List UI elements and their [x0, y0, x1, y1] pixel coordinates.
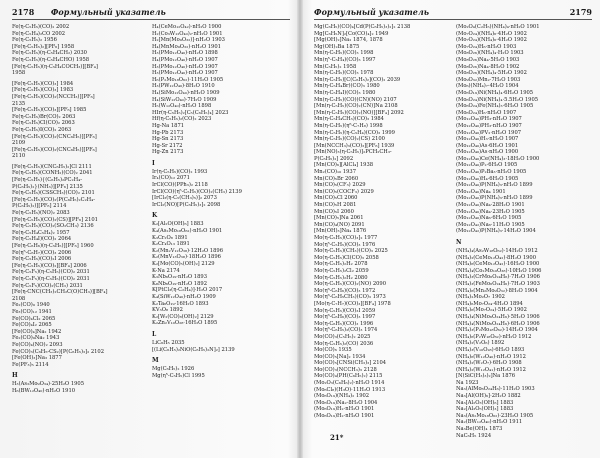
index-entry: Mg(C₆H₅)(CO)₄[Cd(P(C₆H₅)₃)₂]₂ 2138 — [314, 24, 411, 30]
index-entry: Mn(η-C₅H₅)(CO)₃ 1978 — [314, 70, 374, 77]
index-entry: [Fe(η-C₅H₅)(η-C₅H₄COCH₃)][BF₄] — [12, 63, 98, 70]
right-header-rule — [314, 19, 592, 20]
index-entry: (Mo₈O₂₆)(NH₄)₄·H₂O 1903 — [456, 50, 524, 57]
index-entry: Mn(CO)₄(NO) 2091 — [314, 221, 365, 228]
index-entry: Fe(η-C₅H₄C₅H₄)₂ 1957 — [12, 229, 70, 236]
index-entry: [Mn(NO)₃(η-C₅H₅)]₂PCH₂CH₃- — [314, 149, 392, 156]
index-entry: Hf(η-C₅H₅)₂(CO)₂ 2023 — [152, 116, 212, 123]
index-entry: (Mo₁₂O₄₂)P(NH₄)₃·14H₂O 1904 — [456, 228, 536, 235]
index-entry: Mn(CO)₅Br 2060 — [314, 175, 359, 182]
index-entry: IrCl(CO)(PPh₃)₂ 2118 — [152, 182, 208, 189]
index-entry: Mo(η-C₅H₅)₂Cl₂ 2059 — [314, 267, 369, 274]
index-entry: (NH₄)₂(V₂O₆) 1892 — [456, 340, 505, 347]
index-entry: Fe(η-C₅H₄)₂CO 2002 — [12, 30, 66, 37]
index-entry: Na₂(BW₁₂O₄₀)·nH₂O 1911 — [456, 419, 523, 426]
index-entry: 2135 — [12, 100, 26, 107]
index-entry: Fe(CO)₃(C₆H₅-CS₂)[P(C₆H₅)₃]₂ 2102 — [12, 348, 105, 355]
index-entry: Mn(CO)₅H 2081 — [314, 202, 357, 209]
index-entry: Fe(η-C₅F₅)(η-C₅H₅)(CO)₂ 2031 — [12, 269, 90, 276]
section-letter: K — [152, 212, 158, 220]
index-entry: Mo(η-C₅H₅)₂H₂ 2078 — [314, 261, 368, 268]
index-entry: Mo(η⁵-C₅H₅)(CO)₃ 1976 — [314, 241, 376, 248]
index-entry: (Mo₁₂O₄₀)H₃·nH₂O 1907 — [456, 136, 519, 143]
index-entry: K₈Nb₆O₁₉·nH₂O 1892 — [152, 280, 208, 287]
index-entry: Hg-Sn 2173 — [152, 136, 184, 143]
index-entry: H₅(W₁₂O₄₀)·nH₂O 1898 — [152, 103, 212, 110]
index-entry: Mo(CO)₃(C₅H₅)₂ 2025 — [314, 333, 371, 340]
index-entry: (NH₄)₃(CrMo₆O₂₄H₆)·7H₂O 1906 — [456, 274, 540, 281]
index-entry: Mn(CO)₅Cl 2060 — [314, 195, 358, 202]
left-column-2 — [152, 24, 284, 379]
index-entry: Fe₃(CO)₁₂ 1941 — [12, 308, 52, 315]
index-entry: (Mo₆O₂₄)Fe(NH₄)₃·6H₂O 1905 — [456, 103, 534, 110]
index-entry: H₄(SiW₁₂O₄₀)·7H₂O 1909 — [152, 96, 217, 103]
index-entry: (NH₄)₄(As₂W₁₈O₆₂)·14H₂O 1912 — [456, 248, 538, 254]
index-entry: Mo(η-C₅H₅)(CH₃)(CO)₃ 2025 — [314, 248, 388, 255]
index-entry: Mn(CO)₅I 2060 — [314, 208, 354, 215]
index-entry: K₃Cr₂O₈ 1891 — [152, 234, 188, 241]
index-entry: [Fe(η-C₅H₅)(CO)₃] 1983 — [12, 87, 74, 94]
index-entry: Mn(CO)₅(COCF₃) 2029 — [314, 188, 374, 195]
index-entry: Mo(CO)₅[CNSi(CH₃)₃] 2104 — [314, 360, 387, 367]
index-entry: K₄(As₂Mo₁₈O₆₂)·nH₂O 1901 — [152, 228, 223, 235]
index-entry: Na₃(As₂Mo₁₈O₆₂)·23H₂O 1905 — [456, 412, 534, 419]
index-entry: Mo(η⁶-C₆H₆)(CO)₃ 1997 — [314, 314, 376, 321]
index-entry: 2108 — [12, 295, 26, 302]
index-entry: NaC₆H₅ 1924 — [456, 432, 492, 439]
index-entry: [(Li(C₆H₅)₂NiO(C₆H₅)₂N]₂] 2139 — [152, 346, 235, 353]
index-entry: (Mo₂O₄(C₂H₅)(NH₄)₄·nH₂O 1901 — [456, 24, 540, 30]
index-entry: P(C₆H₅)₂] 2092 — [314, 155, 354, 162]
index-entry: [Mo(η-C₇H₇)(CO)₃][BF₄] 1978 — [314, 300, 391, 307]
index-entry: H₃(PMo₁₂O₄₀)·nH₂O 1907 — [152, 70, 218, 77]
index-entry: (NH₄)₆Mo₇O₂₄·4H₂O 1894 — [456, 300, 523, 307]
left-header-rule — [12, 19, 290, 20]
index-entry: Fe(η-C₅H₅)(η-C₅H₄CHO) 1958 — [12, 56, 90, 63]
index-entry: [Mn(CO)₆][AlCl₄] 1938 — [314, 162, 374, 169]
index-entry: Hg-Na 1871 — [152, 122, 185, 129]
index-entry: [Mn(OH)₃]Na₄ 1876 — [314, 228, 367, 235]
index-entry: 2109 — [12, 140, 26, 147]
index-entry: K₂Ta₆O₁₉·16H₂O 1893 — [152, 300, 209, 307]
index-entry: Mo(η-C₅H₅)(CO)₃I 2059 — [314, 307, 376, 314]
index-entry: H₃(PMo₁₂O₄₀)·nH₂O 1898 — [152, 50, 218, 57]
index-entry: Mo(CO)₆ 1935 — [314, 347, 352, 354]
index-entry: [Fe(η-C₅H₅)(CO)₂(NCCH₃)][PF₆] — [12, 93, 95, 100]
index-entry: (NH₄)₃(FeMo₆O₂₄H₆)·7H₂O 1903 — [456, 280, 540, 287]
index-entry: K-Na 2174 — [152, 267, 180, 274]
index-entry: Mo(η-C₅H₅)Cl(CO)₃ 2058 — [314, 254, 379, 261]
left-page-number: 2178 — [12, 7, 35, 17]
index-entry: (Mo₁₂O₄₀)PH₃·nH₂O 1907 — [456, 116, 522, 123]
index-entry: (NH₄)₆(Mo₇O₂₄)·5H₂O 1902 — [456, 307, 527, 314]
index-entry: (Mo₁₂O₄₀)Ce(NH₄)₃·18H₂O 1900 — [456, 155, 540, 162]
left-page-title: Формульный указатель — [50, 7, 166, 17]
index-entry: Mn(η-C₅H₄CH₃)(CO)₃ 1984 — [314, 116, 384, 123]
index-entry: K₂[Mo(CO)₅(OH)₂] 2129 — [152, 261, 215, 267]
index-entry: (NH₄)₃(P₂Mo₁₈O₆₂)·14H₂O 1904 — [456, 327, 538, 334]
index-entry: Mg[C₆H₅N]₂[Co(CO)₄]₂ 1949 — [314, 30, 389, 37]
index-entry: [Mn(CO)₅]Na 2061 — [314, 215, 364, 222]
index-entry: (Mo₈O₂₆)(NH₄)₄·5H₂O 1902 — [456, 70, 527, 77]
index-entry: (Mo₆O₂₄)Ni(NH₄)₄·5.5H₂O 1905 — [456, 96, 539, 103]
index-entry: Ir(η-C₅H₅)(CO)₂ 1993 — [152, 168, 208, 175]
index-entry: K₂[Al₂O(OH)₆] 1883 — [152, 221, 204, 228]
index-entry: [Fe(η-C₅H₅)(CNC₆H₅)₂]Cl 2111 — [12, 163, 92, 170]
index-entry: H₂(Co₃W₁₂O₄₀)₂·nH₂O 1901 — [152, 30, 223, 37]
index-entry: Mn(η-C₅H₅)(η-C₅H₄)(CO)₃ 1999 — [314, 129, 395, 136]
index-entry: Fe(η-C₅F₅)(CO)₂(CH₃) 2031 — [12, 282, 83, 289]
index-entry: (Mo₆O₁₉)H₂·nH₂O 1901 — [314, 406, 375, 413]
index-entry: (NH₄)₆(P₂W₁₈O₆₂)·nH₂O 1912 — [456, 333, 532, 340]
index-entry: [IrCl₃(η-C₅(CH₃)₅)]₂ 2073 — [152, 195, 217, 202]
right-page — [300, 0, 600, 458]
index-entry: Hg-Pb 2173 — [152, 129, 184, 136]
index-entry: (NH₄)₄(NiMo₆O₂₄H₆)·5H₂O 1906 — [456, 313, 540, 320]
index-entry: Mo(CO)₃(NCCH₃)₃ 2128 — [314, 366, 377, 373]
index-entry: Mg(η⁵-C₅H₅)Cl 1995 — [152, 372, 205, 379]
index-entry: (Mo₇O₂₄)H₆·nH₂O 1903 — [456, 43, 517, 50]
index-entry: (NH₄)₂(CeMo₁₂O₄₂)·8H₂O 1900 — [456, 254, 537, 261]
index-entry: Mn(η-C₅H₄Br)(CO)₃ 1980 — [314, 83, 380, 90]
index-entry: [Mg(OH)₂]Na₂ 1874, 1878 — [314, 37, 383, 44]
index-entry: K[PtCl₃(η-C₂H₄)]·H₂O 2017 — [152, 287, 223, 294]
right-page-number: 2179 — [569, 7, 592, 17]
right-page-footer: 21* — [330, 433, 344, 442]
index-entry: H₆(P₂Mo₁₈O₆₂)·11H₂O 1905 — [152, 76, 224, 83]
index-entry: H₄(CeMo₁₂O₄₂)·nH₂O 1900 — [152, 24, 222, 30]
index-entry: Mo(η-C₅H₅)(CO)₃]₂ 1977 — [314, 235, 378, 241]
index-entry: [Mn(NCCH₃)₃(CO)₃][PF₆] 1939 — [314, 142, 395, 149]
index-entry: [Fe(η-C₅H₅)(CO)₂(CS)][PF₆] 2101 — [12, 216, 98, 223]
section-letter: H — [12, 372, 18, 380]
index-entry: [Fe(η-C₅H₅){(C₆H₅)₂PC₂H₄- — [12, 177, 82, 184]
section-letter: M — [152, 357, 159, 365]
right-page-header — [314, 6, 592, 18]
index-entry: K₂[W₂(CO)₈(OH)₂] 2129 — [152, 313, 214, 320]
index-entry: Fe(CO)₄I₂ 2065 — [12, 322, 52, 329]
index-entry: Mn(η-C₅H₅)(CO)₂(CS) 2100 — [314, 136, 385, 143]
index-entry: H₄(SiMo₁₂O₄₀)·nH₂O 1909 — [152, 89, 220, 96]
index-entry: IrCl₂(NO)[P(C₆H₅)₃]₂ 2098 — [152, 201, 221, 208]
index-entry: K₄(SiW₁₂O₄₀)·nH₂O 1909 — [152, 293, 216, 300]
left-column-1 — [12, 24, 144, 394]
index-entry: [Fe(η-C₅H₅)(CO)₃] 1984 — [12, 80, 74, 87]
index-entry: (Mo₁₂O₄₀)H₄·6H₂O 1905 — [456, 175, 519, 182]
index-entry: (Mo₁₂O₄₀)Na₆·6H₂O 1905 — [456, 215, 522, 222]
index-entry: Mo(η-C₆H₅)(CO)₃ 1996 — [314, 320, 374, 327]
index-entry: [Fe(η-C₅H₅)(CO)₂][BF₄] 2006 — [12, 262, 87, 269]
index-entry: K₂Zn₂V₁₀O₂₈·16H₂O 1895 — [152, 320, 218, 327]
index-entry: H₆(BW₁₂O₄₀)·nH₂O 1910 — [12, 387, 76, 394]
index-entry: (Mo₆O₂₄)H₆·nH₂O 1907 — [456, 109, 517, 116]
index-entry: IrCl(CO)(η⁵-C₅H₅)(CO)₂(CH₃) 2139 — [152, 188, 242, 195]
index-entry: (Mo₁₂O₄₀)Na₄ 1901 — [456, 188, 506, 195]
index-entry: (Mo₆O₁₉)Na₂·8H₂O 1904 — [314, 399, 378, 406]
index-entry: [Fe(OH)₃]Na₃ 1877 — [12, 355, 62, 362]
index-entry: Fe(η-C₅H₅)(CO)₂ 2002 — [12, 24, 70, 30]
index-entry: [Mn(η-C₅H₅)(CO)₂(NO)][BF₄] 2092 — [314, 109, 404, 116]
index-entry: Fe(CO)₄(NO)₂ 2093 — [12, 341, 63, 348]
index-entry: Fe₂(CO)₉Na₂ 1943 — [12, 335, 60, 342]
index-entry: Mo(η⁶-C₆H₅CH₃)(CO)₃ 1973 — [314, 294, 386, 301]
index-entry: (NH₄)₄(Co₂Mo₁₀O₃₈)·10H₂O 1906 — [456, 267, 542, 274]
index-entry: Na₂[Al₃O₅(OH)₃] 1883 — [456, 406, 514, 413]
index-entry: H₂[Mn(Mo₉O₃₂)]·nH₂O 1903 — [152, 37, 225, 44]
section-letter: I — [152, 159, 155, 167]
index-entry: (NH₄)₆(Mn₂Mo₉O₃₂)·8H₂O 1904 — [456, 287, 538, 294]
index-entry: Na₃[Al₂O₃(OH)₆] 1883 — [456, 399, 514, 406]
index-entry: Na₃Be(OH)₄ 1873 — [456, 426, 503, 433]
index-entry: (NH₄)₄(NiMo₆O₂₄H₆)·6H₂O 1906 — [456, 320, 540, 327]
index-entry: (NH₄)₂(W₁₂O₄₁)·nH₂O 1912 — [456, 366, 526, 373]
index-entry: (NH₄)₆(CeMo₁₂O₄₂)·16H₂O 1900 — [456, 261, 540, 268]
index-entry: H₄(PMo₁₂O₄₀)·nH₂O 1907 — [152, 56, 218, 63]
index-entry: HIr(η-C₅H₅)₂[C₅(C₆H₅)₄] 2023 — [152, 109, 229, 116]
index-entry: Fe(PF₃)₅ 2114 — [12, 361, 49, 368]
index-entry: Mn(η⁵-C₅H₄)(CO)₃ 1997 — [314, 56, 376, 63]
index-entry: (NH₄)₃(V₁₀O₂₈)·6H₂O 1893 — [456, 346, 525, 353]
index-entry: (Mo₂O₃(C₆H₆)₂)·nH₂O 1914 — [314, 380, 385, 387]
index-entry: (Mo₁₂O₄₀)P₂·6H₂O 1905 — [456, 162, 518, 169]
index-entry: [Mn(η-C₅H₅)(CO)₂(CN)]Na 2108 — [314, 103, 398, 110]
index-entry: Mn₂(CO)₁₀ 1937 — [314, 169, 357, 176]
index-entry: Fe(η⁵-C₆H₇)(CO)₃ 2006 — [12, 249, 72, 256]
index-entry: Fe(η-C₅H₅)(CSSCH₃)(CO)₂ 2101 — [12, 190, 95, 197]
index-entry: (Mo₆O₁₉)Ni(NH₄)₄·6H₂O 1905 — [456, 89, 534, 96]
index-entry: Mn(η-C₅H₄I)(CO)₃ 1980 — [314, 89, 376, 96]
index-entry: K₂Cr₄O₁₃ 1891 — [152, 241, 190, 248]
index-entry: H₃(As₃Mo₉O₃₄)·25H₂O 1905 — [12, 381, 85, 388]
index-entry: (Mo₁₂O₄₀)P₂Ba₃·nH₂O 1905 — [456, 169, 527, 176]
index-entry: Fe(η-C₅H₅)₂ 1956 — [12, 37, 57, 44]
index-entry: K₃Nb₆O₁₉·nH₂O 1893 — [152, 274, 208, 281]
index-entry: Mn(η-C₅H₅)[C(C₆H₅)₂](CO)₂ 2039 — [314, 76, 401, 83]
section-letter: L — [152, 330, 157, 338]
index-entry: [Fe(η-C₅H₅)(CO)₂(CNC₆H₅)][PF₆] — [12, 133, 97, 140]
index-entry: K₂(MnV₁₃O₃₈)·18H₂O 1896 — [152, 254, 221, 261]
index-entry: (Mo₁₂O₄₀)PH₃·nH₂O 1907 — [456, 122, 522, 129]
index-entry: Mn(η-C₅H₅)(CO)(CN)(NO) 2107 — [314, 96, 397, 103]
index-entry: Fe(η-C₅H₅)Br(CO)₂ 2063 — [12, 113, 76, 120]
index-entry: Fe(CO)₄Cl₂ 2065 — [12, 315, 56, 322]
index-entry: H₃(PMo₁₂O₄₀)·nH₂O 1907 — [152, 63, 218, 70]
index-entry: (Mo₁₂O₄₀)Na₄·28H₂O 1901 — [456, 202, 525, 209]
index-entry: H₃(PW₁₂O₄₀)·8H₂O 1910 — [152, 83, 215, 90]
index-entry: KV₃O₈ 1892 — [152, 307, 183, 314]
index-entry: Mg(C₆H₅)₂ 1926 — [152, 366, 195, 373]
right-column-1 — [314, 24, 446, 420]
index-entry: Mo(η⁶-C₆H₆)(CO)₃ 1972 — [314, 287, 376, 294]
index-entry: (NH₄)₂Mo₂O₇ 1902 — [456, 294, 505, 301]
index-entry: Fe(η-C₅H₅)Cl(CO)₂ 2063 — [12, 120, 75, 127]
index-entry: P(C₆H₅)₂}(NH₃)][PF₆] 2135 — [12, 183, 83, 190]
index-entry: [Fe(η-C₅H₅)(CO)₃][PF₆] 1985 — [12, 107, 87, 114]
index-entry: [Fe(η-C₅H₅)₂][PF₆] 1958 — [12, 43, 75, 50]
index-entry: (Mo₆O₁₉)H₂·nH₂O 1901 — [314, 413, 375, 420]
index-entry: [Fe(η-C₅H₅)(CO)₂(CNC₆H₅)][PF₆] — [12, 146, 97, 153]
index-entry: (NH₄)₆(W₁₂O₄₀)·nH₂O 1912 — [456, 353, 526, 360]
index-entry: Fe(η-C₅H₅)(CONH₂)(CO)₂ 2041 — [12, 170, 93, 177]
index-entry: (Mo₆O₁₉)(NH₄)₂ 1902 — [314, 393, 370, 400]
index-entry: [Fe(η-CNC(CH₃)₂CH₂C(O)CH₃)][BF₄] — [12, 289, 108, 296]
index-entry: (Mo₁₂O₄₀)PV₂·nH₂O 1907 — [456, 129, 522, 136]
index-entry: 1958 — [12, 70, 26, 77]
index-entry: Mo(η⁶-C₆H₅)₂(CO)₃ 1974 — [314, 327, 378, 334]
index-entry: (Mo₉O₃₂)Mn₂·7H₂O 1903 — [456, 76, 521, 83]
index-entry: Mn(C₅H₅)₂ 1958 — [314, 63, 357, 70]
index-entry: 2110 — [12, 153, 26, 160]
index-entry: [Fe(η-C₆H₆)(η-C₅H₅)][PF₆] 1960 — [12, 243, 94, 249]
index-entry: Fe(η-C₅F₅)(η-C₅H₅)(CO)₂ 2031 — [12, 275, 90, 282]
section-letter: N — [456, 239, 462, 246]
index-entry: Ir₄(CO)₁₂ 2071 — [152, 175, 190, 182]
index-entry: K₂(Mn₂V₁₂O₃₈)·12H₂O 1896 — [152, 247, 224, 254]
index-entry: (Mo₇O₂₄)(NH₄)₆·4H₂O 1902 — [456, 37, 527, 44]
index-entry: (Mo₆Cl₈)(H₃O)·11H₂O 1913 — [314, 386, 386, 393]
index-entry: Fe₂(CO)₉ 1940 — [12, 302, 50, 309]
index-entry: Mn(η-C₅H₅)(CO)₃ 1998 — [314, 50, 374, 57]
index-entry: (Mo₁₂O₄₀)Na₄·23H₂O 1905 — [456, 208, 525, 215]
index-entry: Fe(η-C₅H₅)(CO)₂(SO₂CH₃) 2136 — [12, 223, 94, 230]
index-entry: Na 1923 — [456, 379, 479, 386]
right-column-2 — [456, 24, 588, 439]
index-entry: (Mo₁₂O₄₀)P(NH₄)₃·nH₂O 1899 — [456, 195, 533, 202]
index-entry: (Mo₆)(NH₄)₇·4H₂O 1904 — [456, 83, 519, 90]
index-entry: LiC₆H₅ 2035 — [152, 339, 185, 346]
index-entry: Fe(η-C₅H₅)(NO)₂ 2083 — [12, 210, 70, 217]
index-entry: (NH₄)₂(W₂O₇)·6H₂O 1908 — [456, 360, 522, 367]
index-entry: Mn(η-C₅H₅)(η⁶-C₇H₈) 1998 — [314, 122, 383, 129]
index-entry: Mo(η-C₅H₅)(CO)₂(NO) 2090 — [314, 281, 387, 288]
index-entry: (Mo₁₂O₄₀)As·nH₂O 1900 — [456, 149, 519, 156]
index-entry: Hg-Zn 2173 — [152, 149, 184, 156]
index-entry: [Fe(CO)₄]Na₂ 1942 — [12, 328, 62, 335]
index-entry: (Mo₁₂O₄₀)As·6H₂O 1901 — [456, 142, 519, 149]
index-entry: [N(SiC(H₃)₃)₂]Na 1876 — [456, 373, 516, 380]
index-entry: Mo(η-C₅H₅)₂(CO) 2036 — [314, 340, 374, 347]
left-page-header — [12, 6, 290, 18]
index-entry: Fe(η-C₅H₅)I(CO)₂ 2063 — [12, 126, 72, 133]
index-entry: Na₃(AlMo₆O₂₄H₆)·11H₂O 1903 — [456, 386, 535, 393]
index-entry: [Fe(η-C₅H₅)(CO)₂(P(C₆H₅)₂C₂H₄- — [12, 196, 96, 203]
index-entry: (Mo₈O₂₆)Na₄·5H₂O 1903 — [456, 56, 520, 63]
index-entry: Fe(η-C₅H₅)(η-C₅H₄CH₂) 2030 — [12, 50, 87, 57]
index-entry: Fe(η-C₅H₅)(CO)₂I 2006 — [12, 256, 72, 263]
index-entry: (Mo₇O₂₄)(NH₄)₆·4H₂O 1902 — [456, 30, 527, 37]
index-entry: P(C₆H₅)₂)][PF₆] 2114 — [12, 203, 67, 210]
index-entry: (Mo₈O₂₆)Na₄·8H₂O 1902 — [456, 63, 520, 70]
index-entry: Na₃[Al(OH)₆]·2H₂O 1882 — [456, 393, 521, 400]
index-entry: Fe(η-C₅H₄I)(CO)₂ 2064 — [12, 236, 72, 243]
index-entry: Mo(CO)₅[Na]₂ 1934 — [314, 353, 366, 360]
index-entry: Mo(η-C₅H₅)₂H₂ 2080 — [314, 274, 368, 281]
index-entry: Mo(CO)₄(PH(C₆H₅)₂) 2115 — [314, 373, 383, 380]
index-entry: Mg(OH)₂Ba 1875 — [314, 43, 360, 50]
index-entry: Mn(CO)₅(CF₃) 2029 — [314, 182, 366, 189]
index-entry: (Mo₁₂O₄₂)Na₈·11H₂O 1905 — [456, 221, 525, 228]
index-entry: H₄(MnMo₉O₃₂)·nH₂O 1901 — [152, 43, 221, 50]
index-entry: Hg-Sr 2172 — [152, 142, 183, 149]
index-entry: (Mo₁₂O₄₀)P(NH₄)₃·nH₂O 1899 — [456, 182, 533, 189]
right-page-title: Формульный указатель — [314, 7, 429, 17]
